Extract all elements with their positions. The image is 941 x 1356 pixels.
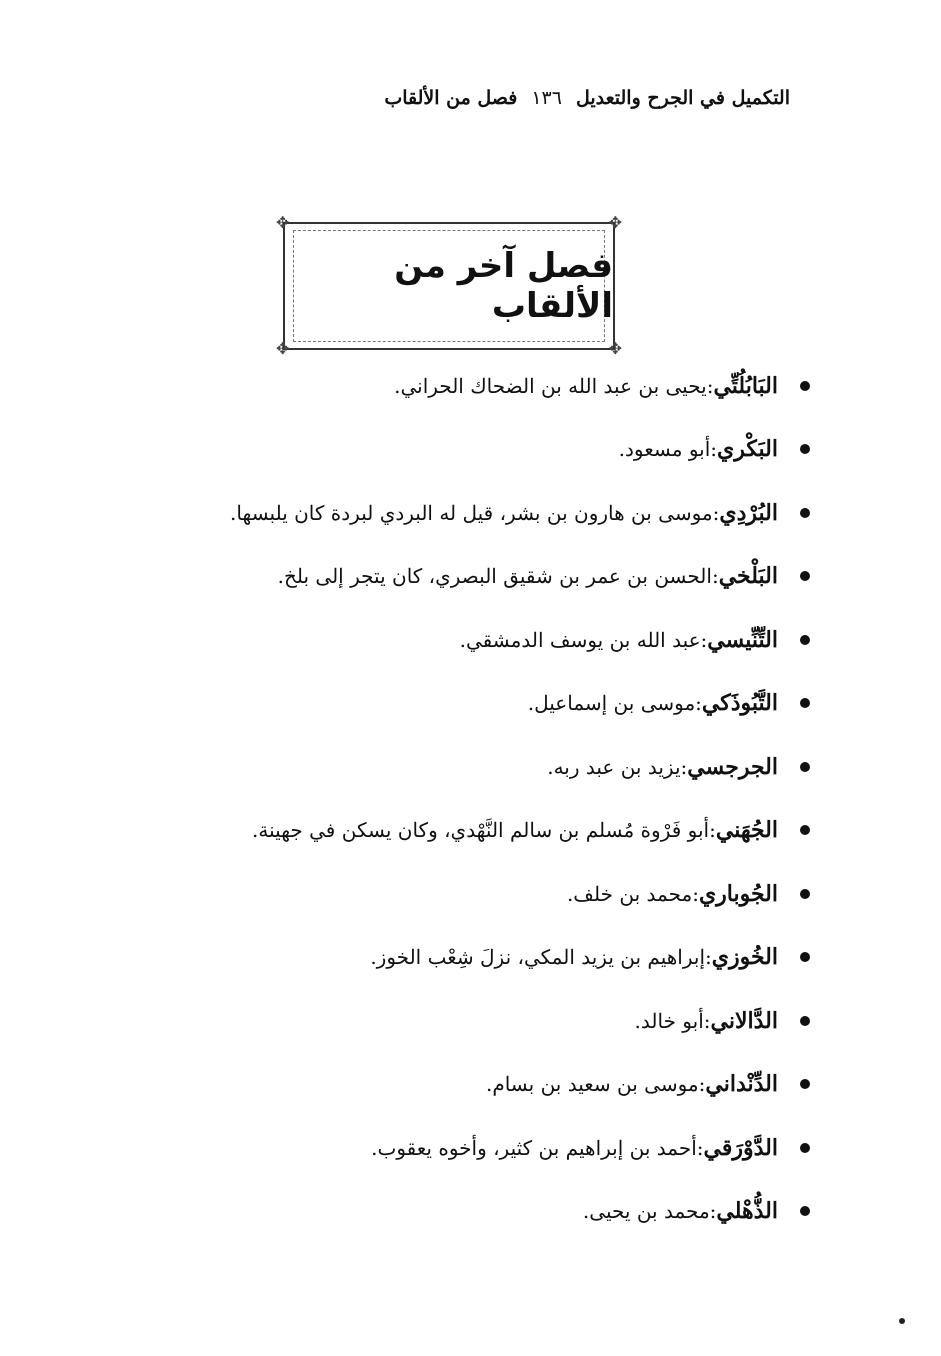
entry-separator: :	[710, 437, 718, 462]
bullet-icon	[800, 825, 810, 835]
ornament-corner-icon: ✥	[608, 213, 622, 232]
entry-term: البُرْدِي	[719, 499, 778, 526]
entry-separator: :	[711, 564, 719, 589]
entry-description: عبد الله بن يوسف الدمشقي.	[459, 627, 701, 652]
entry-description: يحيى بن عبد الله بن الضحاك الحراني.	[394, 373, 707, 398]
bullet-icon	[800, 444, 810, 454]
list-item	[160, 672, 810, 736]
entry-term: التِّنِّيسي	[707, 626, 778, 653]
entry-separator: :	[709, 1199, 717, 1224]
list-item	[160, 799, 810, 863]
title-frame	[276, 213, 622, 358]
entry-description: موسى بن إسماعيل.	[527, 691, 696, 716]
bullet-icon	[800, 1143, 810, 1153]
entry-term: التَّبُوذَكي	[701, 690, 778, 717]
entry-separator: :	[705, 945, 712, 970]
list-item	[160, 418, 810, 482]
bullet-icon	[800, 762, 810, 772]
entry-separator: :	[680, 754, 688, 779]
entry-separator: :	[696, 1135, 704, 1160]
entry-list	[160, 354, 810, 1243]
running-header	[190, 78, 790, 118]
bullet-icon	[800, 571, 810, 581]
entry-description: موسى بن هارون بن بشر، قيل له البردي لبردة كان يلبسها.	[230, 500, 713, 525]
entry-term: الجُهَني	[715, 817, 778, 844]
list-item	[160, 481, 810, 545]
page-number: ١٣٦	[531, 87, 562, 109]
list-item	[160, 545, 810, 609]
list-item	[160, 354, 810, 418]
list-item	[160, 1180, 810, 1244]
entry-description: محمد بن يحيى.	[582, 1199, 710, 1224]
bullet-icon	[800, 889, 810, 899]
entry-description: محمد بن خلف.	[566, 881, 693, 906]
entry-term: البَكْري	[717, 436, 778, 463]
bullet-icon	[800, 698, 810, 708]
list-item	[160, 735, 810, 799]
bullet-icon	[800, 1206, 810, 1216]
entry-term: الجُوباري	[698, 880, 778, 907]
entry-description: إبراهيم بن يزيد المكي، نزلَ شِعْب الخوز.	[370, 945, 706, 970]
header-section-name: فصل من الألقاب	[384, 87, 518, 109]
entry-term: البَابُلُتِّي	[713, 372, 778, 399]
bullet-icon	[800, 1016, 810, 1026]
list-item	[160, 1116, 810, 1180]
scan-speck	[899, 1318, 905, 1324]
ornament-corner-icon: ✥	[608, 339, 622, 358]
entry-description: أبو خالد.	[634, 1008, 704, 1033]
list-item	[160, 926, 810, 990]
entry-term: الجرجسي	[687, 753, 778, 780]
entry-description: أبو فَرْوة مُسلم بن سالم النَّهْدي، وكان يسكن في جهينة.	[252, 818, 710, 843]
entry-separator: :	[712, 500, 720, 525]
entry-separator: :	[695, 691, 702, 716]
entry-separator: :	[700, 627, 708, 652]
entry-term: البَلْخي	[718, 563, 778, 590]
bullet-icon	[800, 381, 810, 391]
ornament-corner-icon: ✥	[276, 213, 290, 232]
entry-term: الذُّهْلي	[716, 1198, 778, 1225]
entry-description: يزيد بن عبد ربه.	[547, 754, 681, 779]
bullet-icon	[800, 1079, 810, 1089]
list-item	[160, 989, 810, 1053]
entry-term: الدَّوْرَقي	[703, 1134, 778, 1161]
list-item	[160, 608, 810, 672]
entry-separator: :	[709, 818, 716, 843]
entry-description: أحمد بن إبراهيم بن كثير، وأخوه يعقوب.	[371, 1135, 697, 1160]
entry-description: موسى بن سعيد بن بسام.	[485, 1072, 699, 1097]
entry-separator: :	[703, 1008, 711, 1033]
bullet-icon	[800, 635, 810, 645]
entry-description: الحسن بن عمر بن شقيق البصري، كان يتجر إلى بلخ.	[277, 564, 712, 589]
list-item	[160, 862, 810, 926]
entry-term: الدَّالاني	[710, 1007, 778, 1034]
entry-separator: :	[706, 373, 714, 398]
bullet-icon	[800, 952, 810, 962]
list-item	[160, 1053, 810, 1117]
entry-description: أبو مسعود.	[618, 437, 711, 462]
entry-term: الدِّنْداني	[705, 1071, 778, 1098]
entry-separator: :	[698, 1072, 706, 1097]
ornament-corner-icon: ✥	[276, 339, 290, 358]
section-title: فصل آخر من الألقاب	[394, 246, 613, 326]
book-title: التكميل في الجرح والتعديل	[575, 87, 790, 109]
entry-term: الخُوزي	[711, 944, 778, 971]
bullet-icon	[800, 508, 810, 518]
entry-separator: :	[692, 881, 699, 906]
